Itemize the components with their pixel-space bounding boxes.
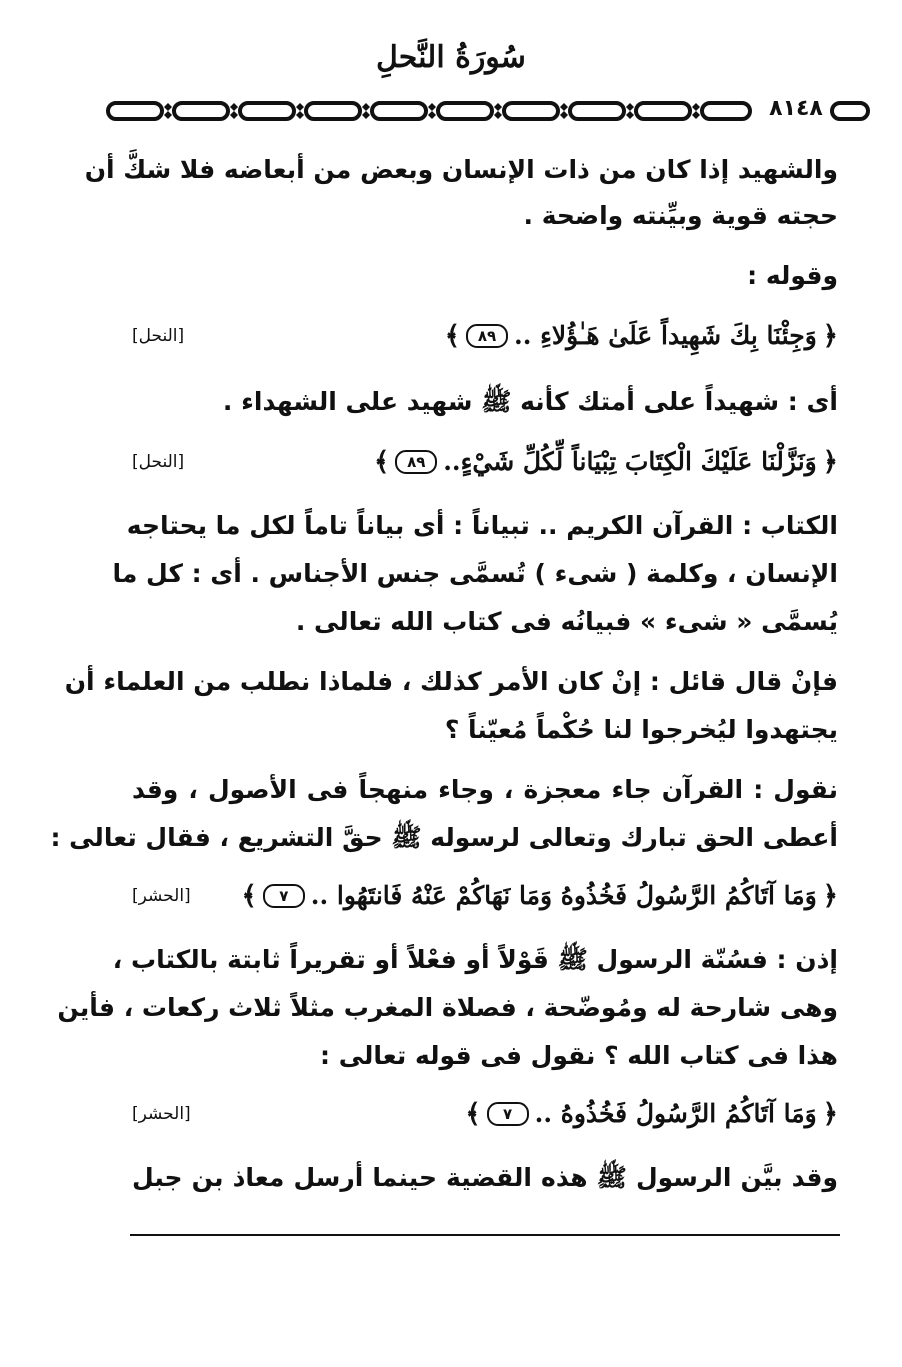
- verse-quote: [465, 1094, 838, 1134]
- verse-text: وَمَا آتَاكُمُ الرَّسُولُ فَخُذُوهُ ..: [534, 1099, 817, 1128]
- footer-rule: [130, 1234, 840, 1236]
- verse-quote: [374, 442, 838, 482]
- text-line: حجته قوية وبيِّنته واضحة .: [523, 201, 838, 230]
- header-ornament-end: [828, 98, 872, 124]
- text-line: هذا فى كتاب الله ؟ نقول فى قوله تعالى :: [320, 1041, 838, 1070]
- text-line: نقول : القرآن جاء معجزة ، وجاء منهجاً فى الأصول ، وقد: [132, 775, 838, 804]
- text-line: وقد بيَّن الرسول ﷺ هذه القضية حينما أرسل معاذ بن جبل: [132, 1163, 838, 1192]
- verse-number: ٨٩: [466, 324, 508, 348]
- surah-reference: [الحشر]: [132, 1104, 191, 1124]
- text-line: إذن : فسُنّة الرسول ﷺ قَوْلاً أو فعْلاً أو تقريراً ثابتة بالكتاب ،: [112, 945, 838, 974]
- verse-text: وَنَزَّلْنَا عَلَيْكَ الْكِتَابَ تِبْيَاناً لِّكُلِّ شَيْءٍ..: [443, 447, 817, 476]
- verse-row: [132, 442, 838, 482]
- surah-reference: [النحل]: [132, 452, 185, 472]
- verse-open-bracket: ﴿: [822, 447, 838, 477]
- verse-close-bracket: ﴾: [373, 447, 390, 477]
- page-number: ٨١٤٨: [769, 96, 823, 121]
- text-line: فإنْ قال قائل : إنْ كان الأمر كذلك ، فلماذا نطلب من العلماء أن: [64, 667, 838, 696]
- text-line: يُسمَّى « شىء » فبيانُه فى كتاب الله تعالى .: [295, 607, 838, 636]
- surah-reference: [الحشر]: [132, 886, 191, 906]
- verse-quote: [445, 316, 838, 356]
- verse-close-bracket: ﴾: [444, 321, 461, 351]
- verse-close-bracket: ﴾: [465, 1099, 481, 1129]
- verse-row: [132, 876, 838, 916]
- verse-text: وَمَا آتَاكُمُ الرَّسُولُ فَخُذُوهُ وَمَا نَهَاكُمْ عَنْهُ فَانتَهُوا ..: [310, 881, 817, 910]
- verse-quote: [242, 876, 838, 916]
- text-line: أعطى الحق تبارك وتعالى لرسوله ﷺ حقَّ التشريع ، فقال تعالى :: [50, 823, 838, 852]
- text-line: يجتهدوا ليُخرجوا لنا حُكْماً مُعيّناً ؟: [444, 715, 838, 744]
- text-line: الكتاب : القرآن الكريم .. تبياناً : أى بياناً تاماً لكل ما يحتاجه: [126, 511, 838, 540]
- header-ornament: [104, 98, 754, 124]
- surah-reference: [النحل]: [132, 326, 185, 346]
- text-line: وقوله :: [747, 261, 838, 290]
- verse-number: ٨٩: [395, 450, 437, 474]
- text-line: الإنسان ، وكلمة ( شىء ) تُسمَّى جنس الأجناس . أى : كل ما: [112, 559, 838, 588]
- verse-number: ٧: [263, 884, 305, 908]
- surah-title: سُورَةُ النَّحلِ: [376, 40, 526, 75]
- verse-number: ٧: [487, 1102, 529, 1126]
- verse-close-bracket: ﴾: [241, 881, 257, 911]
- verse-open-bracket: ﴿: [822, 1099, 838, 1129]
- text-line: أى : شهيداً على أمتك كأنه ﷺ شهيد على الشهداء .: [222, 387, 838, 416]
- verse-open-bracket: ﴿: [822, 321, 838, 351]
- verse-row: [132, 316, 838, 356]
- text-line: والشهيد إذا كان من ذات الإنسان وبعض من أبعاضه فلا شكَّ أن: [84, 155, 838, 184]
- verse-open-bracket: ﴿: [822, 881, 838, 911]
- verse-text: وَجِئْنَا بِكَ شَهِيداً عَلَىٰ هَـٰؤُلاءِ ..: [514, 321, 817, 350]
- text-line: وهى شارحة له ومُوضّحة ، فصلاة المغرب مثلاً ثلاث ركعات ، فأين: [57, 993, 838, 1022]
- verse-row: [132, 1094, 838, 1134]
